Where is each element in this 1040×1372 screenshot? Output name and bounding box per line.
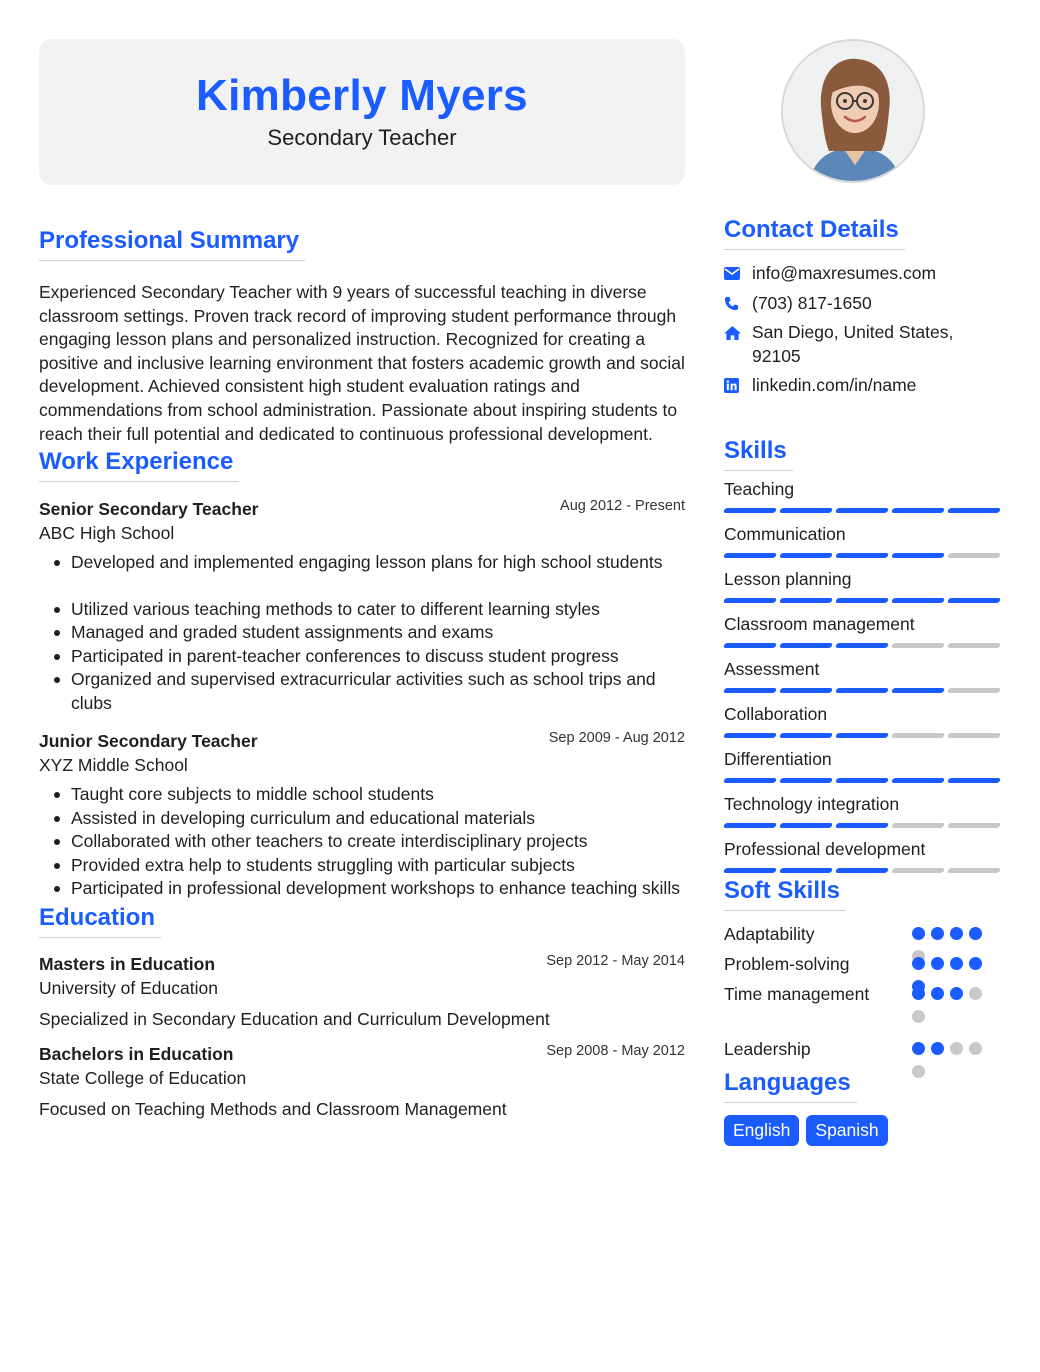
degree-title: Masters in Education xyxy=(39,953,216,974)
skill-name: Classroom management xyxy=(724,613,915,634)
skill-level-segment xyxy=(835,553,889,558)
rating-dot xyxy=(931,987,944,1000)
list-item: Collaborated with other teachers to create interdisciplinary projects xyxy=(51,830,685,854)
job-title: Senior Secondary Teacher xyxy=(39,499,259,520)
rating-dot xyxy=(912,1010,925,1023)
school-name: University of Education xyxy=(39,977,218,998)
rating-dot xyxy=(969,927,982,940)
skill-level-segment xyxy=(891,643,945,648)
skill-level-bar xyxy=(724,868,1000,873)
profile-photo xyxy=(781,39,925,183)
skill-name: Differentiation xyxy=(724,748,832,769)
skill-level-segment xyxy=(947,508,1001,513)
rating-dot xyxy=(969,1042,982,1055)
soft-skill-name: Leadership xyxy=(724,1038,811,1059)
skill-level-segment xyxy=(723,508,777,513)
skill-level-segment xyxy=(891,733,945,738)
list-item: Organized and supervised extracurricular activities such as school trips and clubs xyxy=(51,668,685,715)
summary-text: Experienced Secondary Teacher with 9 years of successful teaching in diverse classroom settings. Proven track record of improving student performance through engaging lesson plans and personalized instruction. Recognized for creating a positive and inclusive learning environment that fosters academic growth and social development. Achieved consistent high student evaluation ratings and commendations from school administration. Passionate about inspiring students to reach their full potential and dedicated to continuous professional development. xyxy=(39,282,685,444)
phone-text[interactable]: (703) 817-1650 xyxy=(752,292,872,313)
list-item: Provided extra help to students struggling with particular subjects xyxy=(51,854,685,878)
soft-skills-heading: Soft Skills xyxy=(724,876,846,911)
education-date: Sep 2012 - May 2014 xyxy=(546,952,685,969)
rating-dot xyxy=(950,1042,963,1055)
skill-item xyxy=(724,703,1004,738)
skill-level-bar xyxy=(724,733,1000,738)
skill-item xyxy=(724,838,1004,873)
candidate-title: Secondary Teacher xyxy=(267,125,457,150)
skill-level-segment xyxy=(891,688,945,693)
envelope-icon xyxy=(724,262,752,285)
contact-section xyxy=(724,215,1004,398)
resume-header xyxy=(39,39,685,185)
skill-level-segment xyxy=(947,778,1001,783)
rating-dot xyxy=(912,927,925,940)
skill-name: Communication xyxy=(724,523,846,544)
job-entry xyxy=(39,729,685,901)
list-item: Taught core subjects to middle school students xyxy=(51,783,685,807)
skill-name: Collaboration xyxy=(724,703,828,724)
candidate-name: Kimberly Myers xyxy=(196,71,528,120)
home-icon xyxy=(724,321,752,344)
education-description: Specialized in Secondary Education and Curriculum Development xyxy=(39,1008,550,1029)
linkedin-icon xyxy=(724,374,752,397)
profile-photo-illustration xyxy=(783,41,925,183)
skill-level-segment xyxy=(891,868,945,873)
languages-heading: Languages xyxy=(724,1068,857,1103)
skill-level-segment xyxy=(779,553,833,558)
skill-level-segment xyxy=(779,508,833,513)
skill-name: Technology integration xyxy=(724,793,900,814)
skill-level-segment xyxy=(723,778,777,783)
skill-item xyxy=(724,748,1004,783)
skill-level-segment xyxy=(947,643,1001,648)
skill-level-segment xyxy=(835,643,889,648)
skills-list xyxy=(724,478,1004,873)
soft-skills-section xyxy=(724,876,1004,1068)
skill-level-segment xyxy=(779,823,833,828)
soft-skill-item xyxy=(724,983,1004,1038)
skill-item xyxy=(724,523,1004,558)
soft-skill-name: Problem-solving xyxy=(724,953,850,974)
job-date: Aug 2012 - Present xyxy=(560,498,685,515)
rating-dot xyxy=(931,957,944,970)
skill-level-segment xyxy=(835,778,889,783)
soft-skills-list xyxy=(724,923,1004,1068)
list-item: Developed and implemented engaging lesson plans for high school students xyxy=(51,551,685,575)
skill-level-segment xyxy=(835,598,889,603)
education-section xyxy=(39,903,685,1121)
rating-dot xyxy=(931,927,944,940)
skill-level-segment xyxy=(891,823,945,828)
job-organization: ABC High School xyxy=(39,523,175,544)
language-badge: English xyxy=(724,1115,799,1146)
soft-skill-item xyxy=(724,953,1004,983)
skill-level-segment xyxy=(835,508,889,513)
skill-level-segment xyxy=(723,598,777,603)
rating-dot xyxy=(969,987,982,1000)
skill-item xyxy=(724,613,1004,648)
skill-level-segment xyxy=(779,733,833,738)
soft-skill-item xyxy=(724,923,1004,953)
experience-heading: Work Experience xyxy=(39,447,239,482)
skill-level-segment xyxy=(891,508,945,513)
phone-icon xyxy=(724,292,752,315)
skill-level-segment xyxy=(947,868,1001,873)
rating-dot xyxy=(950,987,963,1000)
skill-level-segment xyxy=(723,733,777,738)
skill-level-bar xyxy=(724,553,1000,558)
list-item: Participated in professional development workshops to enhance teaching skills xyxy=(51,877,685,901)
job-organization: XYZ Middle School xyxy=(39,755,188,776)
soft-skill-rating xyxy=(912,1042,992,1078)
skill-level-segment xyxy=(779,778,833,783)
job-entry xyxy=(39,497,685,715)
degree-title: Bachelors in Education xyxy=(39,1043,234,1064)
soft-skill-name: Adaptability xyxy=(724,923,815,944)
skill-level-segment xyxy=(947,688,1001,693)
list-item: Managed and graded student assignments and exams xyxy=(51,621,685,645)
contact-heading: Contact Details xyxy=(724,215,905,250)
education-heading: Education xyxy=(39,903,161,938)
rating-dot xyxy=(912,987,925,1000)
skill-level-segment xyxy=(723,688,777,693)
skill-level-bar xyxy=(724,688,1000,693)
experience-section xyxy=(39,447,685,901)
skill-level-segment xyxy=(891,553,945,558)
list-item: Participated in parent-teacher conferences to discuss student progress xyxy=(51,645,685,669)
linkedin-text[interactable]: linkedin.com/in/name xyxy=(752,375,917,395)
summary-section xyxy=(39,226,685,446)
education-date: Sep 2008 - May 2012 xyxy=(546,1042,685,1059)
email-text[interactable]: info@maxresumes.com xyxy=(752,263,937,283)
rating-dot xyxy=(950,927,963,940)
skill-level-bar xyxy=(724,643,1000,648)
skill-level-segment xyxy=(779,643,833,648)
skill-level-segment xyxy=(947,598,1001,603)
skill-name: Professional development xyxy=(724,838,926,859)
skill-level-segment xyxy=(947,733,1001,738)
rating-dot xyxy=(912,957,925,970)
rating-dot xyxy=(931,1042,944,1055)
skill-level-segment xyxy=(947,553,1001,558)
job-title: Junior Secondary Teacher xyxy=(39,731,258,752)
rating-dot xyxy=(950,957,963,970)
list-item: Assisted in developing curriculum and educational materials xyxy=(51,807,685,831)
skill-level-segment xyxy=(835,733,889,738)
location-text: San Diego, United States, 92105 xyxy=(752,322,954,366)
contact-linkedin xyxy=(724,374,1004,398)
skill-item xyxy=(724,658,1004,693)
education-description: Focused on Teaching Methods and Classroom Management xyxy=(39,1098,507,1119)
job-date: Sep 2009 - Aug 2012 xyxy=(548,730,685,747)
skill-item xyxy=(724,568,1004,603)
summary-heading: Professional Summary xyxy=(39,226,305,261)
skill-level-segment xyxy=(723,868,777,873)
skill-level-bar xyxy=(724,598,1000,603)
contact-phone xyxy=(724,292,1004,316)
main-column xyxy=(39,39,685,1121)
skill-level-segment xyxy=(947,823,1001,828)
school-name: State College of Education xyxy=(39,1067,247,1088)
skill-name: Assessment xyxy=(724,658,820,679)
rating-dot xyxy=(969,957,982,970)
skills-heading: Skills xyxy=(724,436,793,471)
soft-skill-rating xyxy=(912,987,992,1023)
skill-item xyxy=(724,793,1004,828)
skill-item xyxy=(724,478,1004,513)
job-bullets xyxy=(51,783,685,901)
skill-level-segment xyxy=(723,643,777,648)
soft-skill-item xyxy=(724,1038,1004,1068)
skill-level-bar xyxy=(724,778,1000,783)
education-entry xyxy=(39,952,685,1031)
skill-level-segment xyxy=(891,598,945,603)
skill-level-segment xyxy=(835,823,889,828)
sidebar-column xyxy=(724,39,1004,1146)
skill-name: Lesson planning xyxy=(724,568,852,589)
skill-level-segment xyxy=(723,823,777,828)
languages-list xyxy=(724,1115,1004,1146)
skill-level-segment xyxy=(891,778,945,783)
skill-name: Teaching xyxy=(724,478,795,499)
contact-email xyxy=(724,262,1004,286)
language-badge: Spanish xyxy=(806,1115,887,1146)
contact-location xyxy=(724,321,974,368)
list-item: Utilized various teaching methods to cater to different learning styles xyxy=(51,598,685,622)
languages-section xyxy=(724,1068,1004,1146)
skill-level-segment xyxy=(835,868,889,873)
skill-level-bar xyxy=(724,508,1000,513)
skill-level-segment xyxy=(779,598,833,603)
education-entry xyxy=(39,1042,685,1121)
skill-level-segment xyxy=(779,868,833,873)
rating-dot xyxy=(912,1042,925,1055)
skill-level-bar xyxy=(724,823,1000,828)
skill-level-segment xyxy=(835,688,889,693)
skill-level-segment xyxy=(779,688,833,693)
skills-section xyxy=(724,436,1004,873)
job-bullets xyxy=(51,551,685,715)
rating-dot xyxy=(912,1065,925,1078)
soft-skill-name: Time management xyxy=(724,983,870,1004)
skill-level-segment xyxy=(723,553,777,558)
